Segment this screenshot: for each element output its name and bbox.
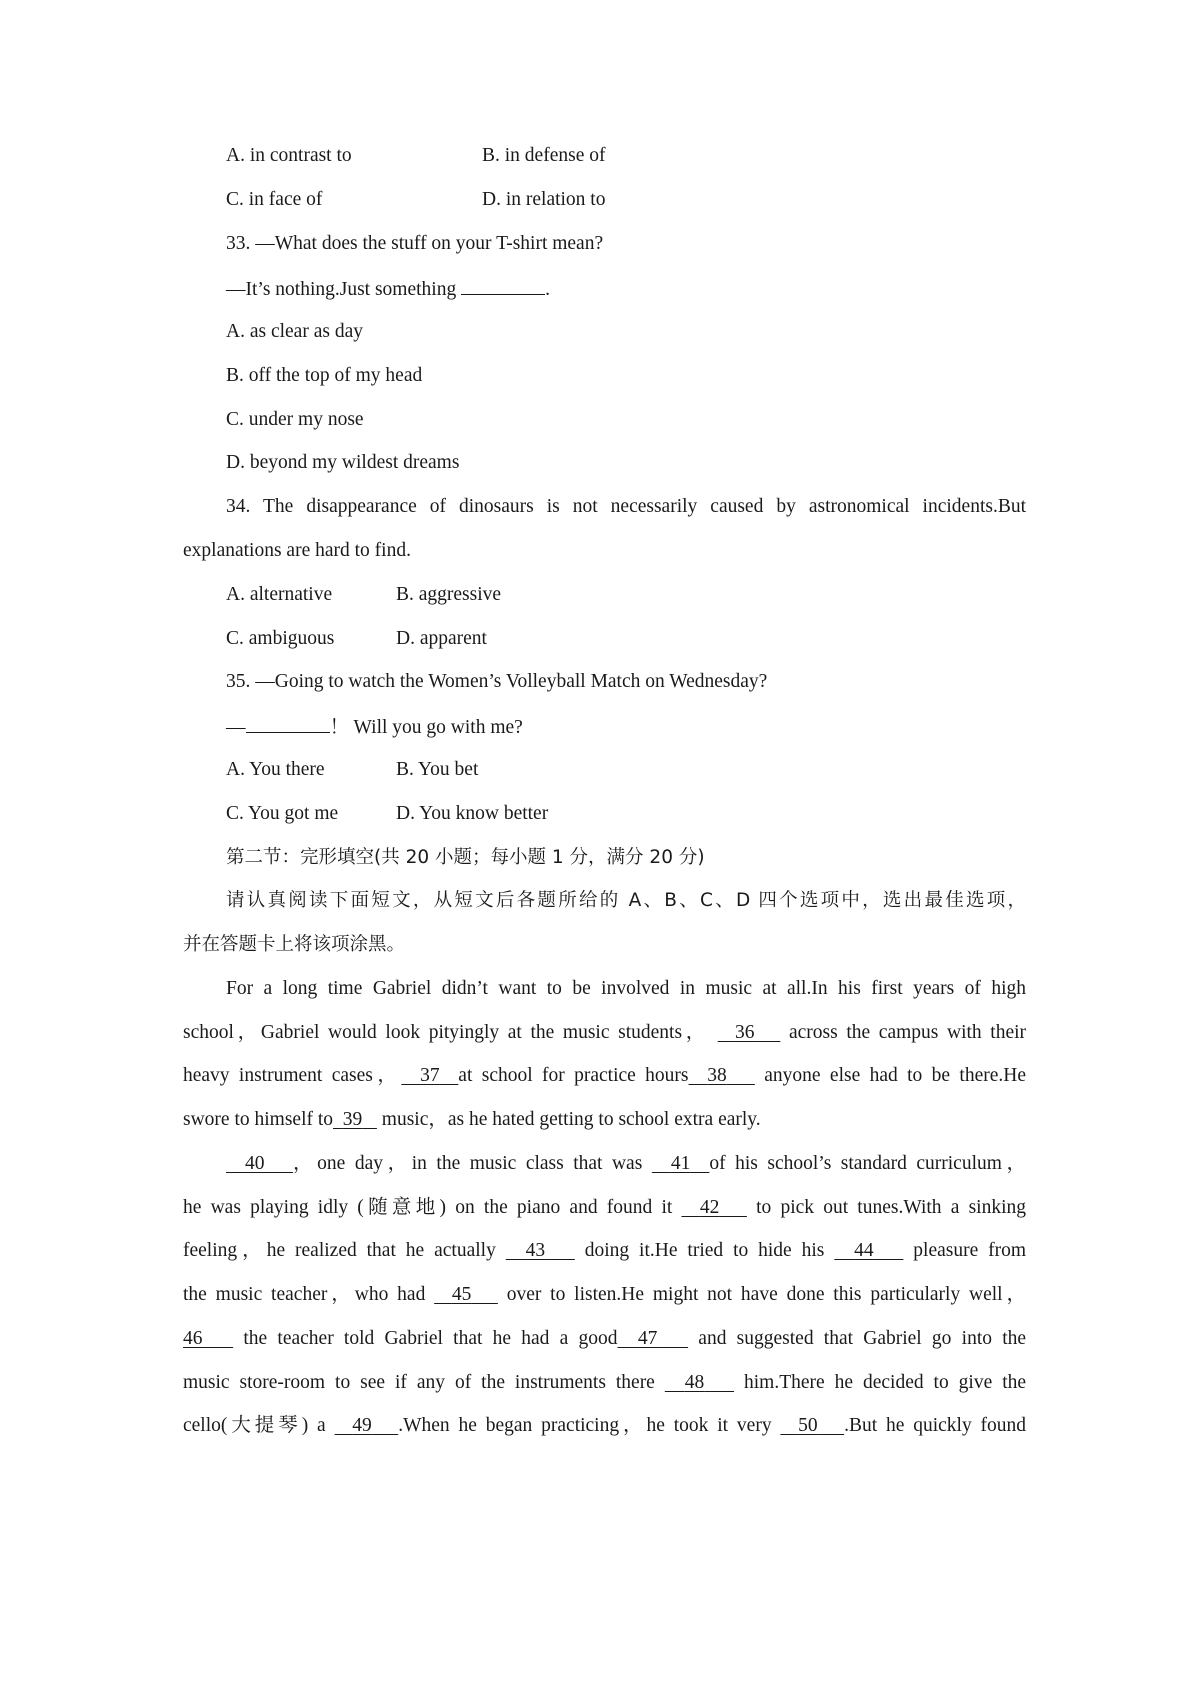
passage-text: across the campus with their (788, 1022, 1027, 1043)
q32-option-b: B. in defense of (482, 145, 606, 166)
q34-stem: 34. The disappearance of dinosaurs is not necessarily caused by astronomical incidents.But (226, 496, 1026, 517)
q32-options-row-1 (226, 144, 1026, 168)
q35-option-a: A. You there (226, 759, 325, 780)
q33-answer-blank (461, 276, 545, 295)
blank-49 (335, 1415, 399, 1436)
passage-line (183, 1239, 1026, 1263)
passage-text: over to listen.He might not have done this particularly well， (506, 1284, 1027, 1305)
passage-line (183, 1414, 1026, 1438)
blank-number: 39 (342, 1109, 363, 1130)
q34-option-a: A. alternative (226, 584, 333, 605)
passage-text: and suggested that Gabriel go into the (698, 1328, 1027, 1349)
q34-stem-cont: explanations are hard to find. (183, 540, 411, 561)
blank-37 (401, 1065, 458, 1086)
blank-number: 50 (798, 1415, 818, 1436)
passage-text: school，Gabriel would look pityingly at the music students， (183, 1022, 710, 1043)
passage-line (183, 1108, 1026, 1132)
passage-text: music，as he hated getting to school extra early. (381, 1109, 761, 1130)
passage-text: doing it.He tried to hide his (584, 1240, 825, 1261)
q33-option-d: D. beyond my wildest dreams (226, 452, 460, 473)
q35-option-b: B. You bet (396, 759, 479, 780)
blank-44 (834, 1240, 903, 1261)
passage-text: of his school’s standard curriculum， (709, 1153, 1027, 1174)
blank-48 (665, 1372, 734, 1393)
passage-line (183, 1371, 1026, 1395)
blank-number: 47 (637, 1328, 658, 1349)
passage-text: pleasure from (913, 1240, 1027, 1261)
section-instructions: 请认真阅读下面短文，从短文后各题所给的 A、B、C、D 四个选项中，选出最佳选项， (226, 890, 1026, 911)
q33-reply (226, 276, 1026, 302)
q35-answer-blank (246, 714, 330, 733)
q35-stem: 35. —Going to watch the Women’s Volleyball Match on Wednesday? (226, 671, 768, 692)
passage-text: he was playing idly (随意地) on the piano and found it (183, 1197, 673, 1218)
passage-text: feeling，he realized that he actually (183, 1240, 496, 1261)
blank-42 (681, 1197, 746, 1218)
blank-number: 36 (734, 1022, 755, 1043)
passage-line (183, 1196, 1026, 1220)
blank-number: 44 (854, 1240, 874, 1261)
passage-text: cello(大提琴) a (183, 1415, 326, 1436)
q33-option-a: A. as clear as day (226, 321, 363, 342)
q35-reply-text: ！ Will you go with me? (329, 717, 523, 738)
q33-stem: 33. —What does the stuff on your T-shirt mean? (226, 233, 604, 254)
q34-option-c: C. ambiguous (226, 628, 335, 649)
q35-options-row-1 (226, 758, 1026, 782)
q32-option-a: A. in contrast to (226, 145, 352, 166)
q33-reply-text: —It’s nothing.Just something (226, 279, 462, 300)
passage-text: anyone else had to be there.He (764, 1065, 1026, 1086)
passage-text: him.There he decided to give the (744, 1372, 1027, 1393)
q34-option-b: B. aggressive (396, 584, 502, 605)
passage-line (183, 1283, 1026, 1307)
passage-line: For a long time Gabriel didn’t want to be involved in music at all.In his first years of high (226, 978, 1026, 999)
q33-reply-end: . (545, 279, 550, 300)
q34-options-row-1 (226, 583, 1026, 607)
q34-option-d: D. apparent (396, 628, 487, 649)
q33-option-b: B. off the top of my head (226, 365, 423, 386)
passage-text: swore to himself to (183, 1109, 334, 1130)
q32-option-c: C. in face of (226, 189, 323, 210)
q32-options-row-2 (226, 188, 1026, 212)
passage-line (226, 1152, 1026, 1176)
blank-number: 37 (420, 1065, 440, 1086)
section-instructions-cont: 并在答题卡上将该项涂黑。 (183, 934, 406, 955)
passage-text: to pick out tunes.With a sinking (756, 1197, 1027, 1218)
blank-43 (506, 1240, 575, 1261)
q35-reply-dash: — (226, 717, 246, 738)
blank-46 (183, 1328, 233, 1349)
q35-option-d: D. You know better (396, 803, 549, 824)
blank-number: 40 (245, 1153, 265, 1174)
blank-number: 49 (352, 1415, 372, 1436)
blank-number: 38 (707, 1065, 727, 1086)
blank-number: 42 (699, 1197, 720, 1218)
blank-number: 41 (670, 1153, 691, 1174)
passage-text: music store-room to see if any of the instruments there (183, 1372, 655, 1393)
blank-36 (718, 1022, 781, 1043)
blank-45 (434, 1284, 498, 1305)
q32-option-d: D. in relation to (482, 189, 606, 210)
blank-number: 45 (451, 1284, 472, 1305)
blank-number: 43 (525, 1240, 546, 1261)
blank-number: 48 (684, 1372, 705, 1393)
passage-line (183, 1327, 1026, 1351)
blank-39 (333, 1109, 377, 1130)
blank-50 (780, 1415, 844, 1436)
blank-38 (689, 1065, 755, 1086)
passage-text: .But he quickly found (844, 1415, 1027, 1436)
passage-line (183, 1064, 1026, 1088)
blank-number: 46 (183, 1328, 203, 1349)
passage-text: at school for practice hours (458, 1065, 689, 1086)
q35-reply (226, 714, 1026, 740)
section-heading: 第二节：完形填空(共 20 小题；每小题 1 分，满分 20 分) (226, 847, 705, 868)
blank-41 (652, 1153, 710, 1174)
passage-text: ，one day，in the music class that was (293, 1153, 643, 1174)
passage-text: the teacher told Gabriel that he had a good (243, 1328, 618, 1349)
q35-option-c: C. You got me (226, 803, 339, 824)
q35-options-row-2 (226, 802, 1026, 826)
q33-option-c: C. under my nose (226, 409, 364, 430)
passage-text: .When he began practicing，he took it very (398, 1415, 772, 1436)
passage-text: the music teacher，who had (183, 1284, 426, 1305)
passage-text: heavy instrument cases， (183, 1065, 402, 1086)
blank-47 (617, 1328, 688, 1349)
blank-40 (226, 1153, 293, 1174)
q34-options-row-2 (226, 627, 1026, 651)
passage-line (183, 1021, 1026, 1045)
